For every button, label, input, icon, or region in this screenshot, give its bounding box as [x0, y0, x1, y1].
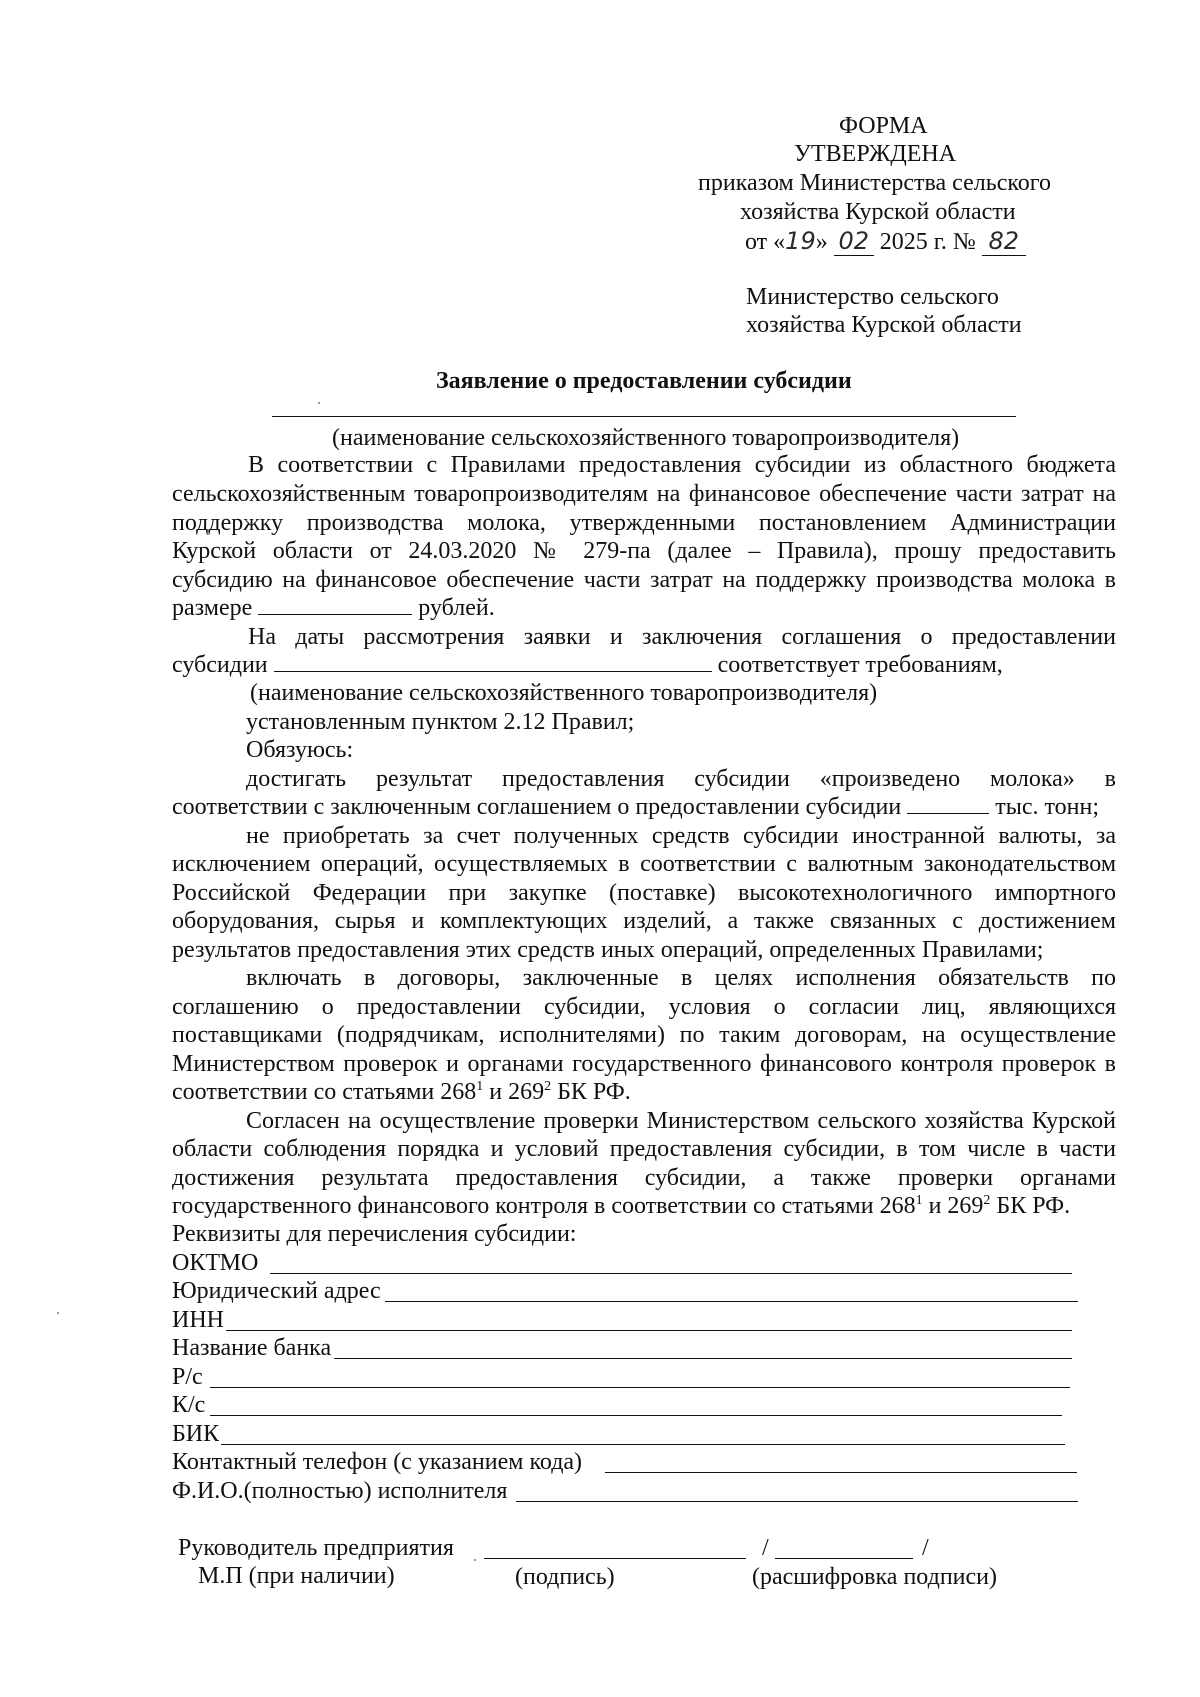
p1-line2: сельскохозяйственным товаропроизводителям на финансовое обеспечение части затрат на	[172, 481, 1116, 507]
sup-1: 1	[476, 1079, 484, 1094]
p2-prefix: субсидии	[172, 652, 268, 678]
sup-2: 2	[544, 1079, 552, 1094]
scan-speck	[318, 402, 320, 404]
p1-line3: поддержку производства молока, утвержденными постановлением Администрации	[172, 510, 1116, 536]
approval-date-line	[745, 227, 1026, 256]
date-mid: »	[815, 229, 828, 255]
oktmo-field	[270, 1273, 1072, 1274]
rs-field	[210, 1387, 1070, 1388]
ob1-line1: достигать результат предоставления субсидии «произведено молока» в	[246, 766, 1116, 792]
consent-text-c: БК РФ.	[990, 1193, 1071, 1219]
producer-name-field	[272, 416, 1016, 417]
amount-suffix: рублей.	[418, 595, 495, 621]
producer-name-field-2	[274, 651, 712, 672]
p1-line4: Курской области от 24.03.2020 № 279-па (далее – Правила), прошу предоставить	[172, 538, 1116, 564]
consent-line3: достижения результата предоставления субсидии, а также проверки органами	[172, 1165, 1116, 1191]
date-month-handwritten: 02	[834, 227, 874, 256]
ob2-line5: результатов предоставления этих средств иных операций, определенных Правилами;	[172, 937, 1044, 963]
order-number-handwritten: 82	[982, 227, 1026, 256]
ob3-line5	[172, 1078, 631, 1106]
ob2-line3: Российской Федерации при закупке (поставке) высокотехнологичного импортного	[172, 880, 1116, 906]
slash-2: /	[922, 1535, 929, 1561]
scan-speck	[474, 1559, 476, 1561]
inn-label: ИНН	[172, 1307, 224, 1333]
inn-field	[226, 1330, 1072, 1331]
ob2-line4: оборудования, сырья и комплектующих изделий, а также связанных с достижением	[172, 908, 1116, 934]
consent-text-b: и 269	[922, 1193, 984, 1219]
slash-1: /	[762, 1535, 769, 1561]
ob3-text-a: соответствии со статьями 268	[172, 1079, 477, 1105]
requisites-title: Реквизиты для перечисления субсидии:	[172, 1221, 577, 1247]
ob2-line1: не приобретать за счет полученных средств субсидии иностранной валюты, за	[246, 823, 1116, 849]
consent-line2: области соблюдения порядка и условий предоставления субсидии, в том числе в части	[172, 1136, 1116, 1162]
phone-label: Контактный телефон (с указанием кода)	[172, 1449, 583, 1475]
date-year: 2025 г. №	[879, 229, 976, 255]
ob3-line1: включать в договоры, заключенные в целях исполнения обязательств по	[246, 965, 1116, 991]
approval-form: ФОРМА	[839, 113, 928, 139]
bank-name-field	[334, 1358, 1072, 1359]
ob3-line2: соглашению о предоставлении субсидии, условия о согласии лиц, являющихся	[172, 994, 1116, 1020]
executor-field	[516, 1501, 1078, 1502]
obligate-heading: Обязуюсь:	[246, 737, 354, 763]
executor-label: Ф.И.О.(полностью) исполнителя	[172, 1478, 508, 1504]
milk-volume-field	[907, 793, 989, 814]
consent-text-a: государственного финансового контроля в соответствии со статьями 268	[172, 1193, 916, 1219]
ob3-text-c: БК РФ.	[551, 1079, 631, 1105]
date-day-handwritten: 19	[785, 227, 816, 255]
ob1-line2	[172, 793, 1099, 821]
bik-field	[221, 1444, 1065, 1445]
legal-address-label: Юридический адрес	[172, 1278, 381, 1304]
producer-name-caption-2: (наименование сельскохозяйственного товаропроизводителя)	[250, 680, 878, 706]
p1-line1: В соответствии с Правилами предоставления субсидии из областного бюджета	[248, 452, 1116, 478]
approval-approved: УТВЕРЖДЕНА	[794, 141, 957, 167]
ob3-text-b: и 269	[483, 1079, 545, 1105]
oktmo-label: ОКТМО	[172, 1250, 259, 1276]
legal-address-field	[385, 1301, 1078, 1302]
sup-1b: 1	[915, 1193, 923, 1208]
addressee-line2: хозяйства Курской области	[746, 312, 1022, 338]
p2-line2	[172, 651, 1003, 679]
ob1-suffix: тыс. тонн;	[995, 794, 1100, 820]
ob3-line4: Министерством проверок и органами государственного финансового контроля проверок в	[172, 1051, 1116, 1077]
p1-line6	[172, 594, 495, 622]
bik-label: БИК	[172, 1421, 220, 1447]
addressee-line1: Министерство сельского	[746, 284, 999, 310]
ob3-line3: поставщиками (подрядчикам, исполнителями) по таким договорам, на осуществление	[172, 1022, 1116, 1048]
scan-speck	[57, 1312, 59, 1314]
amount-prefix: размере	[172, 595, 253, 621]
decode-caption: (расшифровка подписи)	[752, 1564, 997, 1590]
bank-name-label: Название банка	[172, 1335, 332, 1361]
subsidy-amount-field	[258, 594, 412, 615]
document-title: Заявление о предоставлении субсидии	[436, 368, 852, 394]
rs-label: Р/с	[172, 1364, 203, 1390]
phone-field	[605, 1472, 1077, 1473]
sup-2b: 2	[983, 1193, 991, 1208]
consent-line1: Согласен на осуществление проверки Министерством сельского хозяйства Курской	[246, 1108, 1116, 1134]
ob1-prefix: соответствии с заключенным соглашением о предоставлении субсидии	[172, 794, 902, 820]
ks-field	[210, 1415, 1062, 1416]
date-prefix: от «	[745, 229, 786, 255]
stamp-label: М.П (при наличии)	[198, 1563, 395, 1589]
p2-suffix: соответствует требованиям,	[717, 652, 1003, 678]
consent-line4	[172, 1192, 1070, 1220]
sign-caption: (подпись)	[515, 1564, 615, 1590]
ks-label: К/с	[172, 1392, 206, 1418]
ob2-line2: исключением операций, осуществляемых в соответствии с валютным законодательством	[172, 851, 1116, 877]
approval-order-line: приказом Министерства сельского	[698, 170, 1052, 196]
signature-decode-field	[775, 1558, 913, 1559]
p1-line5: субсидию на финансовое обеспечение части затрат на поддержку производства молока в	[172, 567, 1116, 593]
p2-line3: установленным пунктом 2.12 Правил;	[246, 709, 635, 735]
head-label: Руководитель предприятия	[178, 1535, 454, 1561]
producer-name-caption: (наименование сельскохозяйственного товаропроизводителя)	[332, 425, 960, 451]
p2-line1: На даты рассмотрения заявки и заключения соглашения о предоставлении	[248, 624, 1116, 650]
signature-field	[484, 1558, 746, 1559]
approval-ministry-line: хозяйства Курской области	[740, 199, 1016, 225]
